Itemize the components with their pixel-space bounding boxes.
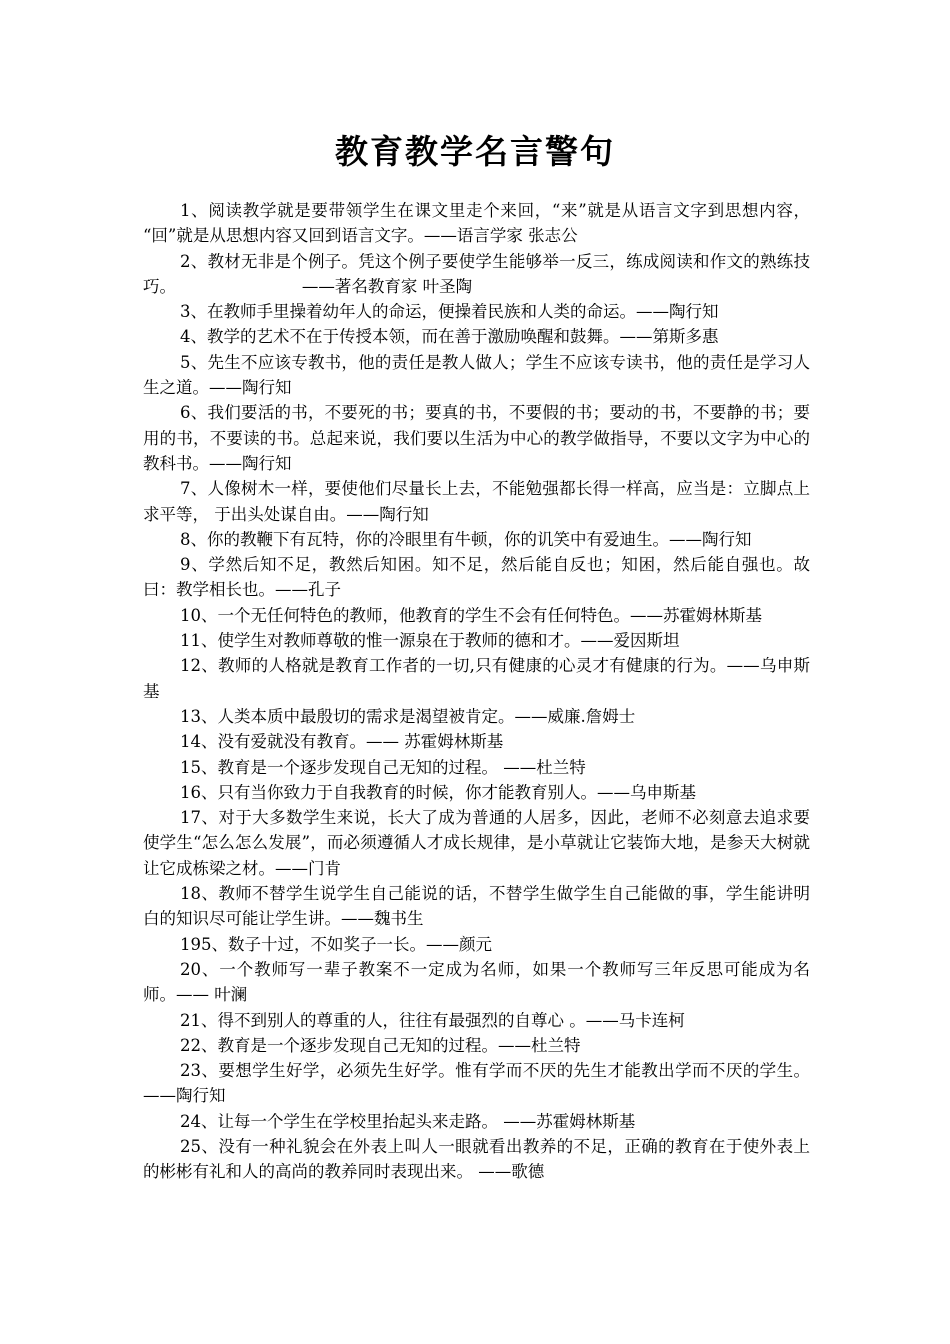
quote-item: 11、使学生对教师尊敬的惟一源泉在于教师的德和才。——爱因斯坦 bbox=[180, 631, 680, 651]
quote-item: 7、人像树木一样，要使他们尽量长上去，不能勉强都长得一样高，应当是：立脚点上求平等， 于出头处谋自由。——陶行知 bbox=[143, 479, 810, 524]
quote-item: 2、教材无非是个例子。凭这个例子要使学生能够举一反三，练成阅读和作文的熟练技巧。 ——著名教育家 叶圣陶 bbox=[143, 251, 810, 296]
quote-item: 24、让每一个学生在学校里抬起头来走路。 ——苏霍姆林斯基 bbox=[180, 1111, 636, 1131]
quote-item: 22、教育是一个逐步发现自己无知的过程。——杜兰特 bbox=[180, 1035, 581, 1055]
quote-item: 4、教学的艺术不在于传授本领，而在善于激励唤醒和鼓舞。——第斯多惠 bbox=[180, 327, 719, 347]
quote-item: 10、一个无任何特色的教师，他教育的学生不会有任何特色。——苏霍姆林斯基 bbox=[180, 605, 762, 625]
quote-item: 25、没有一种礼貌会在外表上叫人一眼就看出教养的不足，正确的教育在于使外表上的彬彬有礼和人的高尚的教养同时表现出来。 ——歌德 bbox=[143, 1136, 810, 1182]
quote-item: 195、数子十过，不如奖子一长。——颜元 bbox=[180, 934, 492, 954]
quote-item: 5、先生不应该专教书，他的责任是教人做人；学生不应该专读书，他的责任是学习人生之道。——陶行知 bbox=[143, 352, 810, 398]
quote-item: 15、教育是一个逐步发现自己无知的过程。 ——杜兰特 bbox=[180, 757, 586, 777]
quote-list bbox=[143, 198, 816, 1185]
quote-item: 13、人类本质中最殷切的需求是渴望被肯定。——威廉.詹姆士 bbox=[180, 706, 636, 726]
quote-item: 14、没有爱就没有教育。—— 苏霍姆林斯基 bbox=[180, 732, 504, 752]
quote-item: 1、阅读教学就是要带领学生在课文里走个来回，“来”就是从语言文字到思想内容， “回”就是从思想内容又回到语言文字。——语言学家 张志公 bbox=[143, 201, 816, 246]
quote-item: 3、在教师手里操着幼年人的命运，便操着民族和人类的命运。——陶行知 bbox=[180, 302, 719, 322]
quote-item: 12、教师的人格就是教育工作者的一切,只有健康的心灵才有健康的行为。——乌申斯基 bbox=[143, 656, 810, 701]
quote-item: 23、要想学生好学，必须先生好学。惟有学而不厌的先生才能教出学而不厌的学生。——陶行知 bbox=[143, 1061, 810, 1106]
quote-item: 8、你的教鞭下有瓦特，你的冷眼里有牛顿，你的讥笑中有爱迪生。——陶行知 bbox=[180, 529, 752, 549]
quote-item: 21、得不到别人的尊重的人，往往有最强烈的自尊心 。——马卡连柯 bbox=[180, 1010, 685, 1030]
quote-item: 20、一个教师写一辈子教案不一定成为名师，如果一个教师写三年反思可能成为名师。—— 叶澜 bbox=[143, 959, 810, 1005]
quote-item: 18、教师不替学生说学生自己能说的话，不替学生做学生自己能做的事，学生能讲明白的知识尽可能让学生讲。——魏书生 bbox=[143, 884, 810, 929]
quote-item: 16、只有当你致力于自我教育的时候，你才能教育别人。——乌申斯基 bbox=[180, 782, 696, 802]
quote-item: 6、我们要活的书，不要死的书；要真的书，不要假的书；要动的书，不要静的书；要用的书，不要读的书。总起来说，我们要以生活为中心的教学做指导，不要以文字为中心的教科书。——陶行知 bbox=[143, 403, 810, 473]
quote-item: 9、学然后知不足，教然后知困。知不足，然后能自反也；知困，然后能自强也。故曰：教学相长也。——孔子 bbox=[143, 555, 810, 600]
quote-item: 17、对于大多数学生来说，长大了成为普通的人居多，因此，老师不必刻意去追求要使学生“怎么怎么发展”，而必须遵循人才成长规律，是小草就让它装饰大地，是参天大树就让它成栋梁之材。——门肯 bbox=[143, 808, 810, 878]
document-title: 教育教学名言警句 bbox=[335, 132, 615, 171]
